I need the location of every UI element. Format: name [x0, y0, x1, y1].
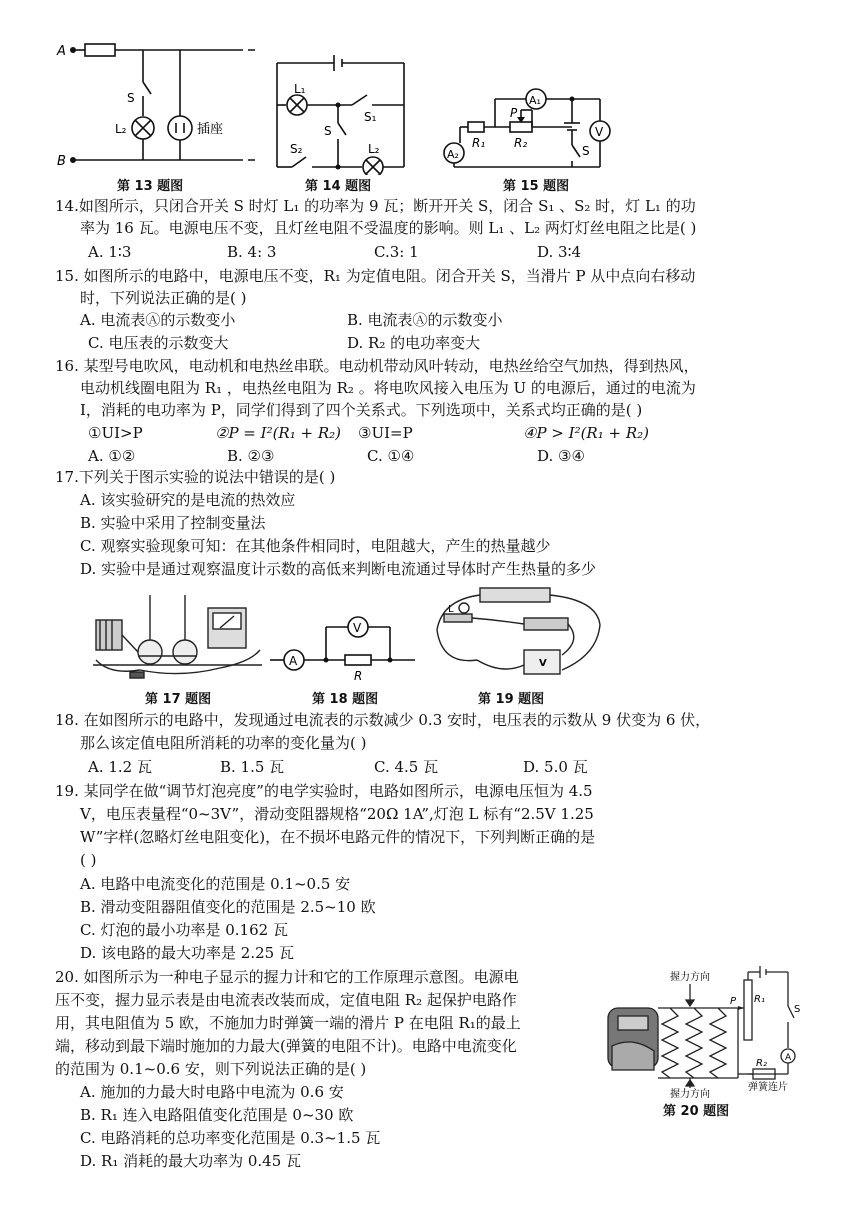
q14-line2: 率为 16 瓦。电源电压不变，且灯丝电阻不受温度的影响。则 L₁ 、L₂ 两灯灯丝电阻之比是( ) — [80, 219, 697, 237]
fig20-label-r1: R₁ — [754, 994, 765, 1005]
fig18-label-v: V — [353, 621, 362, 635]
q16-relation-1: ①UI>P — [88, 424, 143, 442]
fig14-label-l1: L₁ — [294, 82, 306, 96]
q20-line5: 的范围为 0.1~0.6 安，则下列说法正确的是( ) — [55, 1060, 367, 1078]
q19-option-c: C. 灯泡的最小功率是 0.162 瓦 — [80, 921, 288, 939]
figure-13 — [55, 30, 265, 180]
q14-option-c: C.3: 1 — [374, 243, 419, 261]
q19-line1: 19. 某同学在做“调节灯泡亮度”的电学实验时，电路如图所示，电源电压恒为 4.5 — [55, 782, 593, 800]
figure-15 — [440, 85, 620, 175]
figure-14 — [272, 55, 412, 175]
fig15-caption: 第 15 题图 — [503, 179, 570, 194]
fig20-label-force-top: 握力方向 — [670, 972, 710, 983]
q19-option-b: B. 滑动变阻器阻值变化的范围是 2.5~10 欧 — [80, 898, 376, 916]
q16-line1: 16. 某型号电吹风，电动机和电热丝串联。电动机带动风叶转动，电热丝给空气加热，得到热风， — [55, 357, 699, 375]
q15-option-d: D. R₂ 的电功率变大 — [347, 334, 481, 352]
fig15-label-a2: A₂ — [447, 148, 459, 161]
q14-option-d: D. 3∶4 — [537, 243, 582, 261]
q19-line4: ( ) — [80, 851, 97, 869]
q19-option-d: D. 该电路的最大功率是 2.25 瓦 — [80, 944, 294, 962]
q14-option-b: B. 4: 3 — [227, 243, 277, 261]
fig13-label-socket: 插座 — [197, 122, 224, 137]
q16-relation-4: ④P > I²(R₁ + R₂) — [523, 424, 650, 442]
fig14-label-s: S — [324, 124, 332, 138]
fig17-caption: 第 17 题图 — [145, 692, 212, 707]
fig13-caption: 第 13 题图 — [117, 179, 184, 194]
fig20-caption: 第 20 题图 — [663, 1104, 730, 1119]
fig18-caption: 第 18 题图 — [312, 692, 379, 707]
q20-line3: 用，其电阻值为 5 欧，不施加力时弹簧一端的滑片 P 在电阻 R₁的最上 — [55, 1014, 521, 1032]
q14-option-a: A. 1∶3 — [88, 243, 132, 261]
q17-line1: 17.下列关于图示实验的说法中错误的是( ) — [55, 468, 336, 486]
fig15-label-a1: A₁ — [529, 94, 541, 107]
q19-line2: V，电压表量程“0~3V”，滑动变阻器规格“20Ω 1A”,灯泡 L 标有“2.5V 1.25 — [80, 805, 594, 823]
fig15-label-r2: R₂ — [514, 136, 528, 150]
q15-line2: 时，下列说法正确的是( ) — [80, 289, 247, 307]
q18-option-d: D. 5.0 瓦 — [523, 758, 588, 776]
fig15-label-v: V — [595, 125, 604, 139]
fig13-label-l2: L₂ — [115, 122, 127, 136]
fig13-label-s: S — [127, 91, 135, 105]
figure-18 — [270, 615, 420, 685]
q17-option-c: C. 观察实验现象可知：在其他条件相同时，电阻越大，产生的热量越少 — [80, 537, 551, 555]
fig14-label-l2: L₂ — [368, 142, 380, 156]
fig15-label-r1: R₁ — [472, 136, 486, 150]
fig20-label-s: S — [794, 1004, 801, 1015]
q17-option-b: B. 实验中采用了控制变量法 — [80, 514, 266, 532]
fig13-label-a: A — [57, 44, 66, 59]
fig20-label-a: A — [785, 1053, 792, 1063]
fig18-label-r: R — [354, 669, 363, 683]
q18-line1: 18. 在如图所示的电路中，发现通过电流表的示数减少 0.3 安时，电压表的示数从 9 伏变为 6 伏， — [55, 711, 711, 729]
fig18-label-a: A — [289, 654, 298, 668]
fig14-label-s1: S₁ — [364, 110, 377, 124]
q20-line1: 20. 如图所示为一种电子显示的握力计和它的工作原理示意图。电源电 — [55, 968, 519, 986]
q16-relation-3: ③UI=P — [358, 424, 413, 442]
q20-option-a: A. 施加的力最大时电路中电流为 0.6 安 — [80, 1083, 344, 1101]
q16-relation-2: ②P = I²(R₁ + R₂) — [215, 424, 342, 442]
fig20-label-p: P — [730, 996, 737, 1007]
q18-option-b: B. 1.5 瓦 — [220, 758, 285, 776]
q15-option-b: B. 电流表Ⓐ的示数变小 — [347, 311, 503, 329]
q18-option-a: A. 1.2 瓦 — [88, 758, 152, 776]
q16-option-b: B. ②③ — [227, 447, 275, 465]
figure-19 — [432, 580, 607, 685]
fig14-label-s2: S₂ — [290, 142, 303, 156]
fig15-label-s: S — [582, 144, 590, 158]
q16-option-d: D. ③④ — [537, 447, 585, 465]
fig20-label-spring: 弹簧连片 — [748, 1082, 788, 1093]
q20-option-c: C. 电路消耗的总功率变化范围是 0.3~1.5 瓦 — [80, 1129, 381, 1147]
q16-line3: I，消耗的电功率为 P，同学们得到了四个关系式。下列选项中，关系式均正确的是( ) — [80, 401, 643, 419]
q16-option-a: A. ①② — [88, 447, 136, 465]
fig15-label-p: P — [510, 106, 518, 120]
figure-20 — [598, 966, 803, 1098]
q15-option-a: A. 电流表Ⓐ的示数变小 — [80, 311, 236, 329]
q20-option-b: B. R₁ 连入电路阻值变化范围是 0~30 欧 — [80, 1106, 354, 1124]
fig20-label-r2: R₂ — [756, 1058, 767, 1069]
q17-option-d: D. 实验中是通过观察温度计示数的高低来判断电流通过导体时产生热量的多少 — [80, 560, 597, 578]
q15-line1: 15. 如图所示的电路中，电源电压不变，R₁ 为定值电阻。闭合开关 S，当滑片 P 从中点向右移动 — [55, 267, 696, 285]
q20-option-d: D. R₁ 消耗的最大功率为 0.45 瓦 — [80, 1152, 302, 1170]
q15-option-c: C. 电压表的示数变大 — [88, 334, 229, 352]
q20-line2: 压不变，握力显示表是由电流表改装而成，定值电阻 R₂ 起保护电路作 — [55, 991, 517, 1009]
fig19-label-l: L — [448, 604, 454, 615]
q16-option-c: C. ①④ — [367, 447, 415, 465]
fig19-label-v: V — [539, 658, 547, 669]
q17-option-a: A. 该实验研究的是电流的热效应 — [80, 491, 296, 509]
q18-line2: 那么该定值电阻所消耗的功率的变化量为( ) — [80, 734, 367, 752]
figure-17 — [90, 590, 265, 685]
q18-option-c: C. 4.5 瓦 — [374, 758, 439, 776]
q20-line4: 端，移动到最下端时施加的力最大(弹簧的电阻不计)。电路中电流变化 — [55, 1037, 517, 1055]
q16-line2: 电动机线圈电阻为 R₁ ，电热丝电阻为 R₂ 。将电吹风接入电压为 U 的电源后，通过的电流为 — [80, 379, 696, 397]
q19-option-a: A. 电路中电流变化的范围是 0.1~0.5 安 — [80, 875, 351, 893]
fig14-caption: 第 14 题图 — [305, 179, 372, 194]
fig20-label-force-bottom: 握力方向 — [670, 1089, 710, 1098]
q14-line1: 14.如图所示，只闭合开关 S 时灯 L₁ 的功率为 9 瓦；断开开关 S，闭合 S₁ 、S₂ 时，灯 L₁ 的功 — [55, 197, 696, 215]
fig13-label-b: B — [57, 154, 66, 169]
q19-line3: W”字样(忽略灯丝电阻变化)，在不损坏电路元件的情况下，下列判断正确的是 — [80, 828, 596, 846]
fig19-caption: 第 19 题图 — [478, 692, 545, 707]
